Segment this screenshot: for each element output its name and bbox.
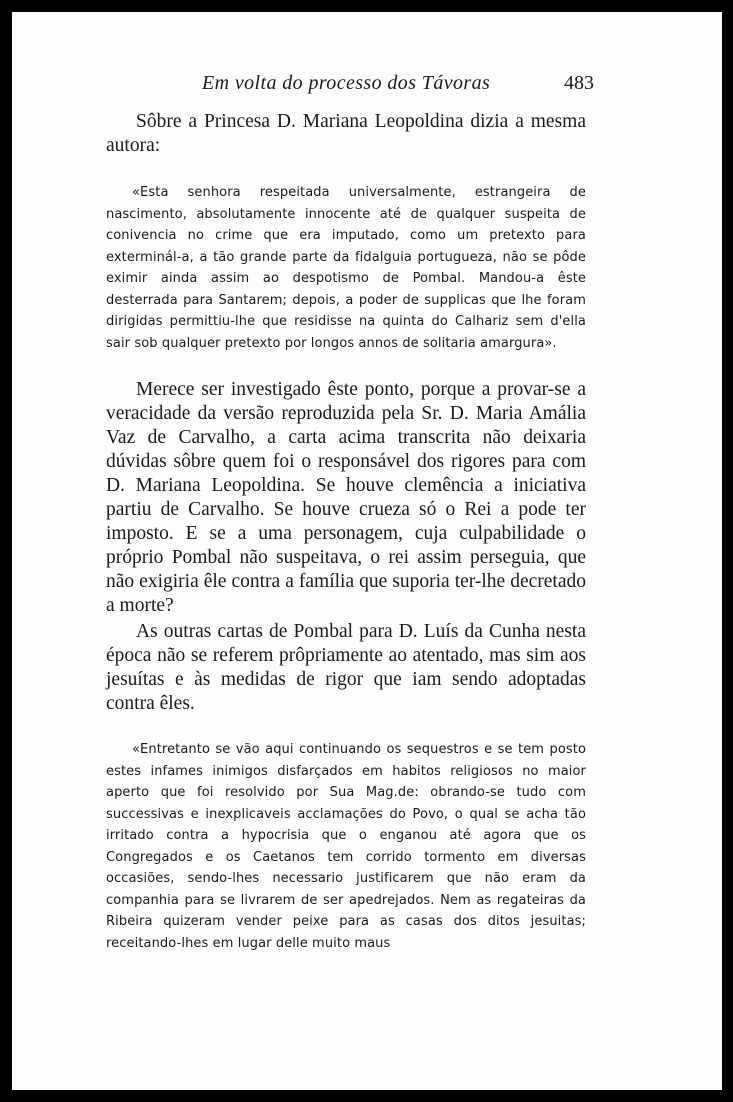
quote-paragraph-1: «Esta senhora respeitada universalmente, estrangeira de nascimento, absolutamente innocente até de qualquer suspeita de conivencia no crime que era imputado, como um pretexto para exterminál-a, a tão grande parte da fidalguia portugueza, não se pôde eximir ainda assim ao despotismo de Pombal. Mandou-a êste desterrada para Santarem; depois, a poder de supplicas que lhe foram dirigidas permittiu-lhe que residisse na quinta do Calhariz sem d'ella sair sob qualquer pretexto por longos annos de solitaria amargura».: [106, 185, 586, 351]
body-paragraph-2: As outras cartas de Pombal para D. Luís da Cunha nesta época não se referem prôpriamente ao atentado, mas sim aos jesuítas e às medidas de rigor que iam sendo adoptadas contra êles.: [106, 621, 586, 714]
quote-paragraph-2: «Entretanto se vão aqui continuando os sequestros e se tem posto estes infames inimigos disfarçados em habitos religiosos no maior aperto que foi resolvido por Sua Mag.de: obrando-se tudo com successivas e inexplicaveis acclamações do Povo, o qual se acha tão irritado contra a hypocrisia que o enganou até agora que os Congregados e os Caetanos tem corrido tormento em diversas occasiões, sendo-lhes necessario justificarem que não eram da companhia para se livrarem de ser apedrejados. Nem as regateiras da Ribeira quizeram vender peixe para as casas dos ditos jesuitas; receitando-lhes em lugar delle muito maus: [106, 742, 586, 951]
running-title: Em volta do processo dos Távoras: [202, 72, 491, 94]
page-header: [12, 72, 722, 102]
page-number: 483: [564, 72, 594, 94]
intro-paragraph: Sôbre a Princesa D. Mariana Leopoldina dizia a mesma autora:: [106, 111, 586, 156]
book-page: [12, 12, 722, 1090]
body-paragraph-1: Merece ser investigado êste ponto, porque a provar-se a veracidade da versão reproduzida pela Sr. D. Maria Amália Vaz de Carvalho, a carta acima transcrita não deixaria dúvidas sôbre quem foi o responsável dos rigores para com D. Mariana Leopoldina. Se houve clemência a iniciativa partiu de Carvalho. Se houve crueza só o Rei a pode ter imposto. E se a uma personagem, cuja culpabilidade o próprio Pombal não suspeitava, o rei assim perseguia, que não exigiria êle contra a família que suporia ter-lhe decretado a morte?: [106, 379, 586, 616]
